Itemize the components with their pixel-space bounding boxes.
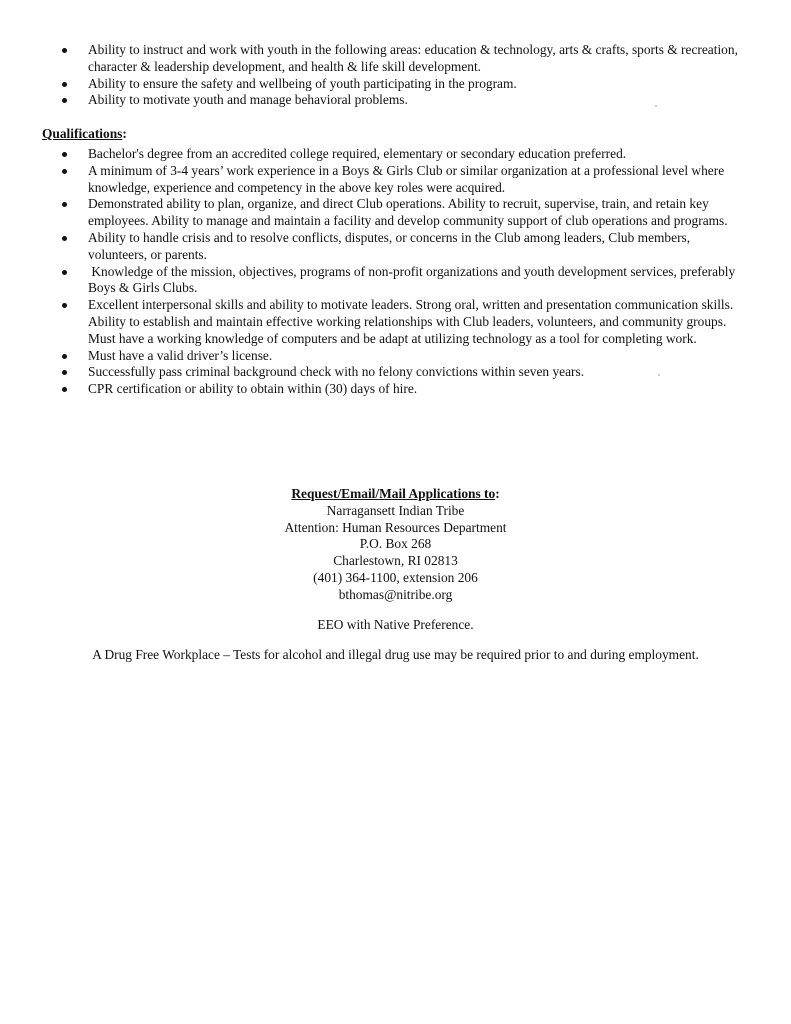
scan-speck xyxy=(658,374,660,376)
list-item xyxy=(62,348,750,365)
list-item-text: Knowledge of the mission, objectives, programs of non-profit organizations and youth development services, preferably Boys & Girls Clubs. xyxy=(88,263,739,296)
bullet-icon xyxy=(62,370,67,375)
bullet-icon xyxy=(62,354,67,359)
bullet-icon xyxy=(62,152,67,157)
list-item xyxy=(62,163,750,197)
bullet-icon xyxy=(62,48,67,53)
list-item-text: Must have a valid driver’s license. xyxy=(88,347,273,363)
contact-attention: Attention: Human Resources Department xyxy=(284,519,507,535)
list-item-text: CPR certification or ability to obtain within (30) days of hire. xyxy=(88,381,418,397)
list-item-text: Ability to handle crisis and to resolve conflicts, disputes, or concerns in the Club among leaders, Club members, volunteers, or parents. xyxy=(88,229,691,262)
list-item-text: Bachelor's degree from an accredited college required, elementary or secondary education preferred. xyxy=(88,146,627,161)
eeo-statement: EEO with Native Preference. xyxy=(317,617,474,632)
list-item xyxy=(62,196,750,230)
list-item xyxy=(62,381,750,398)
list-item-text: Demonstrated ability to plan, organize, and direct Club operations. Ability to recruit, supervise, train, and retain key employees. Ability to manage and maintain a facility and develop community support of club operations and programs. xyxy=(88,196,728,229)
bullet-icon xyxy=(62,303,67,308)
list-item xyxy=(62,42,750,76)
list-item xyxy=(62,297,750,347)
bullet-icon xyxy=(62,202,67,207)
contact-phone: (401) 364-1100, extension 206 xyxy=(313,569,478,585)
qualifications-list xyxy=(62,146,750,398)
contact-block xyxy=(0,486,791,604)
list-item-text: Excellent interpersonal skills and ability to motivate leaders. Strong oral, written and presentation communication skills. Ability to establish and maintain effective working relationships with Club leaders, volunteers, and community groups. Must have a working knowledge of computers and be adapt at utilizing technology as a tool for completing work. xyxy=(88,297,734,346)
list-item xyxy=(62,76,750,93)
list-item xyxy=(62,364,750,381)
list-item-text: Ability to instruct and work with youth in the following areas: education & technology, arts & crafts, sports & recreation, character & leadership development, and health & life skill development. xyxy=(88,42,738,74)
list-item xyxy=(62,230,750,264)
contact-city-state-zip: Charlestown, RI 02813 xyxy=(333,553,458,569)
contact-po-box: P.O. Box 268 xyxy=(359,536,432,552)
contact-heading-colon: : xyxy=(495,486,500,501)
bullet-icon xyxy=(62,270,67,275)
bullet-icon xyxy=(62,236,67,241)
contact-heading xyxy=(0,486,791,503)
contact-organization: Narragansett Indian Tribe xyxy=(326,502,465,518)
qualifications-heading xyxy=(42,126,127,143)
bullet-icon xyxy=(62,169,67,174)
list-item xyxy=(62,264,750,298)
list-item xyxy=(62,92,750,109)
list-item-text: Ability to ensure the safety and wellbeing of youth participating in the program. xyxy=(88,75,517,91)
contact-email: bthomas@nitribe.org xyxy=(338,586,453,602)
scan-speck xyxy=(655,105,657,107)
list-item-text: Ability to motivate youth and manage behavioral problems. xyxy=(88,92,408,108)
list-item xyxy=(62,146,750,163)
drug-free-statement: A Drug Free Workplace – Tests for alcohol and illegal drug use may be required prior to and during employment. xyxy=(92,647,699,662)
list-item-text: Successfully pass criminal background check with no felony convictions within seven years. xyxy=(88,364,585,380)
list-item-text: A minimum of 3-4 years’ work experience in a Boys & Girls Club or similar organization at a professional level where knowledge, experience and competency in the above key roles were acquired. xyxy=(88,162,725,195)
qualifications-heading-text: Qualifications xyxy=(42,126,123,141)
bullet-icon xyxy=(62,387,67,392)
contact-heading-text: Request/Email/Mail Applications to xyxy=(291,486,496,501)
qualifications-heading-colon: : xyxy=(122,126,127,141)
bullet-icon xyxy=(62,98,67,103)
bullet-icon xyxy=(62,82,67,87)
duties-list xyxy=(62,42,750,109)
